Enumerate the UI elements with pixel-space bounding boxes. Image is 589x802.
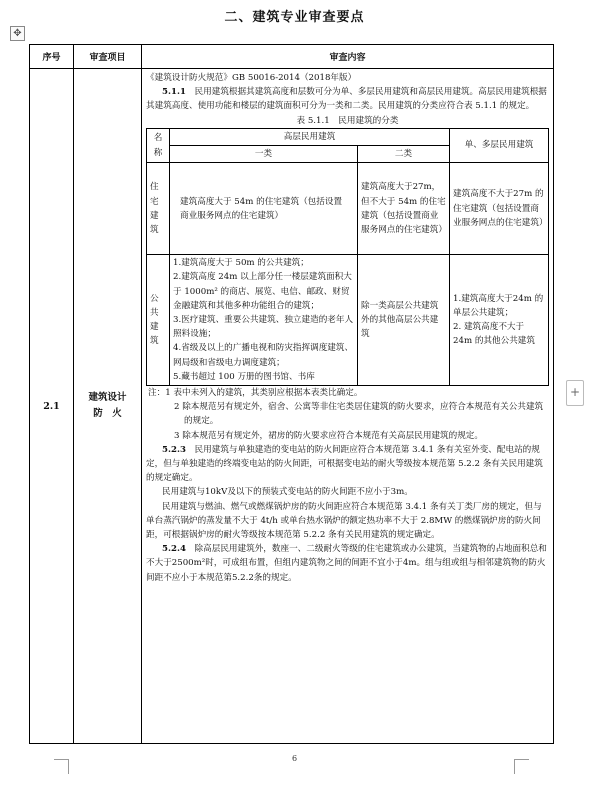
note-item: 注：1 表中未列入的建筑，其类别应根据本表类比确定。 — [148, 388, 363, 399]
page-title: 二、建筑专业审查要点 — [224, 10, 365, 25]
public-name: 公共建筑 — [147, 255, 170, 386]
standard-reference: 《建筑设计防火规范》GB 50016-2014（2018年版） — [146, 73, 357, 83]
review-table — [29, 44, 554, 744]
clause-text: 民用建筑与单独建造的变电站的防火间距应符合本规范第 3.4.1 条有关室外变、配电站的规定，但与单独建造的终端变电站的防火间距，可根据变电站的耐火等级按本规范第 5.2.2 条有关民用建筑的规定确定。 — [146, 444, 543, 484]
col-name: 名称 — [147, 128, 170, 162]
residential-type2: 建筑高度大于27m，但不大于 54m 的住宅建筑（包括设置商业服务网点的住宅建筑） — [358, 163, 450, 255]
header-item: 审查项目 — [74, 45, 142, 69]
row-item-line1: 建筑设计 — [88, 392, 127, 403]
row-item — [74, 69, 142, 744]
row-content — [142, 69, 554, 744]
clause-number: 5.2.4 — [162, 544, 186, 555]
note-item: 3 除本规范另有规定外，裙房的防火要求应符合本规范有关高层民用建筑的规定。 — [174, 430, 483, 441]
clause-5-2-4 — [146, 542, 549, 585]
list-item: 2. 建筑高度不大于 24m 的其他公共建筑 — [453, 322, 535, 347]
public-type2: 除一类高层公共建筑外的其他高层公共建筑 — [358, 255, 450, 386]
clause-5-2-3 — [146, 443, 549, 486]
classification-table — [146, 128, 549, 386]
public-low — [450, 255, 549, 386]
residential-name: 住宅建筑 — [147, 163, 170, 255]
table-row — [30, 69, 554, 744]
clause-5-2-3-para2: 民用建筑与10kV及以下的预装式变电站的防火间距不应小于3m。 — [162, 487, 413, 498]
col-low-rise: 单、多层民用建筑 — [450, 128, 549, 162]
page-number: 6 — [291, 754, 298, 763]
clause-text: 民用建筑根据其建筑高度和层数可分为单、多层民用建筑和高层民用建筑。高层民用建筑根据其建筑高度、使用功能和楼层的建筑面积可分为一类和二类。民用建筑的分类应符合表 5.1.1 的规定。 — [146, 87, 547, 112]
table-header-row — [30, 45, 554, 69]
clause-number: 5.1.1 — [162, 87, 186, 98]
list-item: 1.建筑高度大于24m 的单层公共建筑； — [453, 293, 544, 318]
clause-5-2-3-para3: 民用建筑与燃油、燃气或燃煤锅炉房的防火间距应符合本规范第 3.4.1 条有关丁类厂房的规定，但与单台蒸汽锅炉的蒸发量不大于 4t/h 或单台热水锅炉的额定热功率不大于 2.8MW 的燃煤锅炉房的防火间距，可根据锅炉房的耐火等级按本规范第 5.2.2 条有关民用建筑的规定确定。 — [146, 501, 542, 541]
note-item: 2 除本规范另有规定外，宿舍、公寓等非住宅类居住建筑的防火要求，应符合本规范有关公共建筑的规定。 — [174, 402, 544, 427]
col-type1: 一类 — [170, 146, 358, 163]
add-row-plus-icon[interactable]: + — [566, 380, 584, 406]
list-item: 4.省级及以上的广播电视和防灾指挥调度建筑、网局级和省级电力调度建筑； — [173, 343, 354, 368]
row-item-line2: 防 火 — [93, 408, 122, 419]
residential-low: 建筑高度不大于27m 的住宅建筑（包括设置商业服务网点的住宅建筑） — [450, 163, 549, 255]
list-item: 5.藏书超过 100 万册的图书馆、书库 — [173, 371, 315, 382]
clause-5-1-1 — [146, 85, 549, 113]
clause-text: 除高层民用建筑外，数座一、二级耐火等级的住宅建筑或办公建筑，当建筑物的占地面积总和不大于2500m²时，可成组布置，但组内建筑物之间的间距不宜小于4m。组与组或组与相邻建筑物的防火间距不应小于本规范第5.2.2条的规定。 — [146, 544, 547, 583]
list-item: 2.建筑高度 24m 以上部分任一楼层建筑面积大于 1000m² 的商店、展览、电信、邮政、财贸金融建筑和其他多种功能组合的建筑； — [173, 272, 352, 311]
public-type1 — [170, 255, 358, 386]
header-content: 审查内容 — [142, 45, 554, 69]
inner-table-caption: 表 5.1.1 民用建筑的分类 — [296, 115, 399, 126]
list-item: 3.医疗建筑、重要公共建筑、独立建造的老年人照料设施； — [173, 315, 354, 340]
list-item: 1.建筑高度大于 50m 的公共建筑； — [173, 258, 309, 269]
col-type2: 二类 — [358, 146, 450, 163]
clause-number: 5.2.3 — [162, 444, 186, 455]
row-code: 2.1 — [30, 69, 74, 744]
col-high-rise: 高层民用建筑 — [170, 128, 450, 145]
table-notes — [146, 386, 549, 443]
header-index: 序号 — [30, 45, 74, 69]
table-move-handle-icon[interactable]: ✥ — [10, 26, 25, 41]
residential-type1: 建筑高度大于 54m 的住宅建筑（包括设置商业服务网点的住宅建筑） — [170, 163, 358, 255]
